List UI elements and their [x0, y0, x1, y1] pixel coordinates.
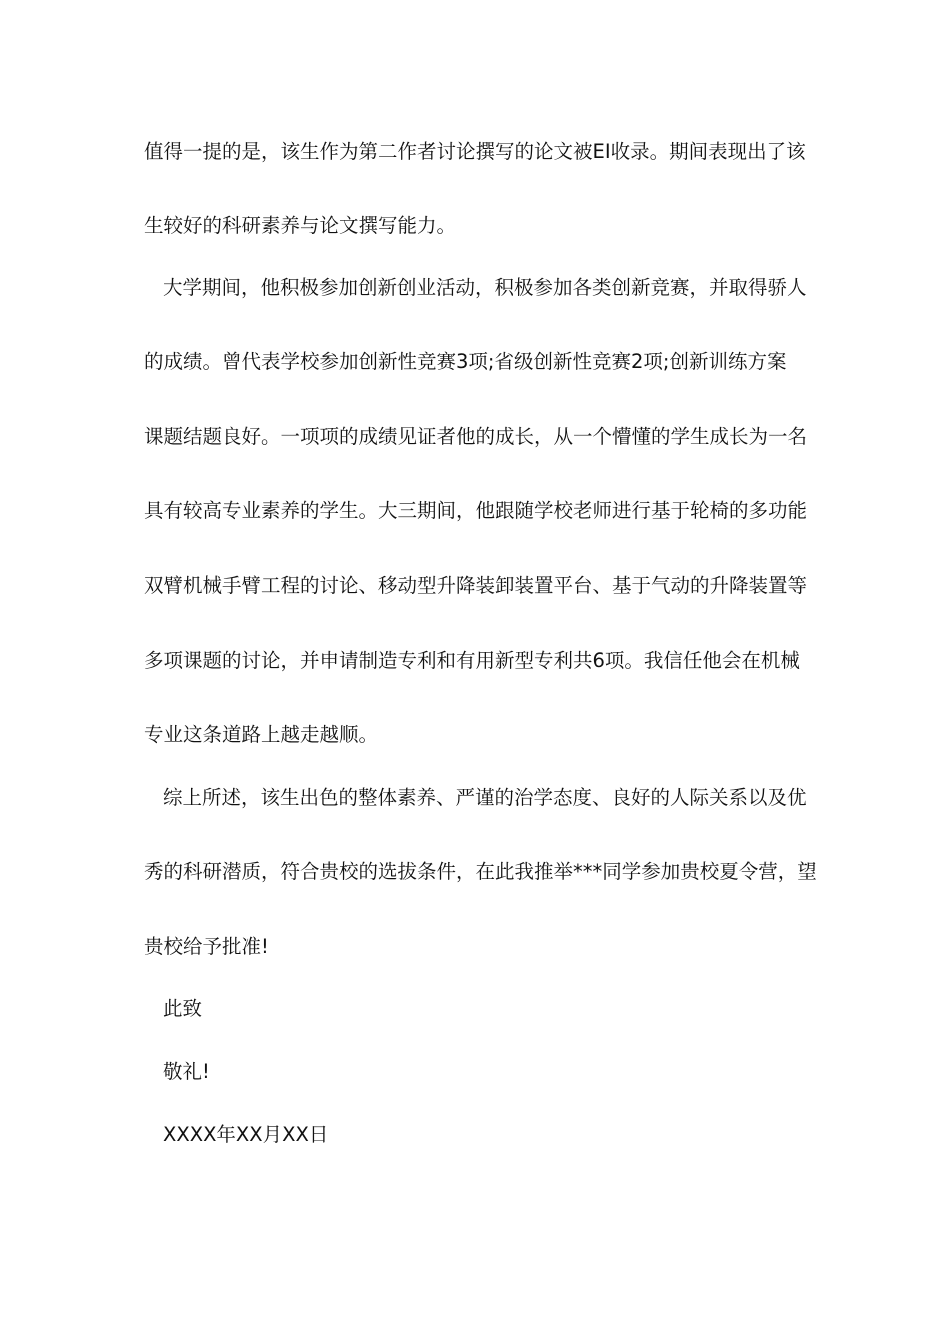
paragraph-line-8: 多项课题的讨论，并申请制造专利和有用新型专利共6项。我信任他会在机械 [144, 649, 800, 672]
paragraph-line-12: 贵校给予批准! [144, 935, 269, 958]
paragraph-line-6: 具有较高专业素养的学生。大三期间，他跟随学校老师进行基于轮椅的多功能 [144, 499, 808, 522]
paragraph-line-10: 综上所述，该生出色的整体素养、严谨的治学态度、良好的人际关系以及优 [163, 786, 807, 809]
closing-salutation: 此致 [163, 997, 203, 1020]
paragraph-line-2: 生较好的科研素养与论文撰写能力。 [144, 214, 457, 237]
paragraph-line-7: 双臂机械手臂工程的讨论、移动型升降装卸装置平台、基于气动的升降装置等 [144, 574, 808, 597]
paragraph-line-4: 的成绩。曾代表学校参加创新性竞赛3项;省级创新性竞赛2项;创新训练方案 [144, 350, 787, 373]
paragraph-line-5: 课题结题良好。一项项的成绩见证者他的成长，从一个懵懂的学生成长为一名 [144, 425, 808, 448]
paragraph-line-3: 大学期间，他积极参加创新创业活动，积极参加各类创新竞赛，并取得骄人 [163, 276, 807, 299]
closing-regards: 敬礼! [163, 1060, 210, 1083]
paragraph-line-9: 专业这条道路上越走越顺。 [144, 723, 379, 746]
paragraph-line-11: 秀的科研潜质，符合贵校的选拔条件，在此我推举***同学参加贵校夏令营，望 [144, 860, 817, 883]
date-line: XXXX年XX月XX日 [163, 1123, 329, 1146]
paragraph-line-1: 值得一提的是，该生作为第二作者讨论撰写的论文被EI收录。期间表现出了该 [144, 140, 806, 163]
